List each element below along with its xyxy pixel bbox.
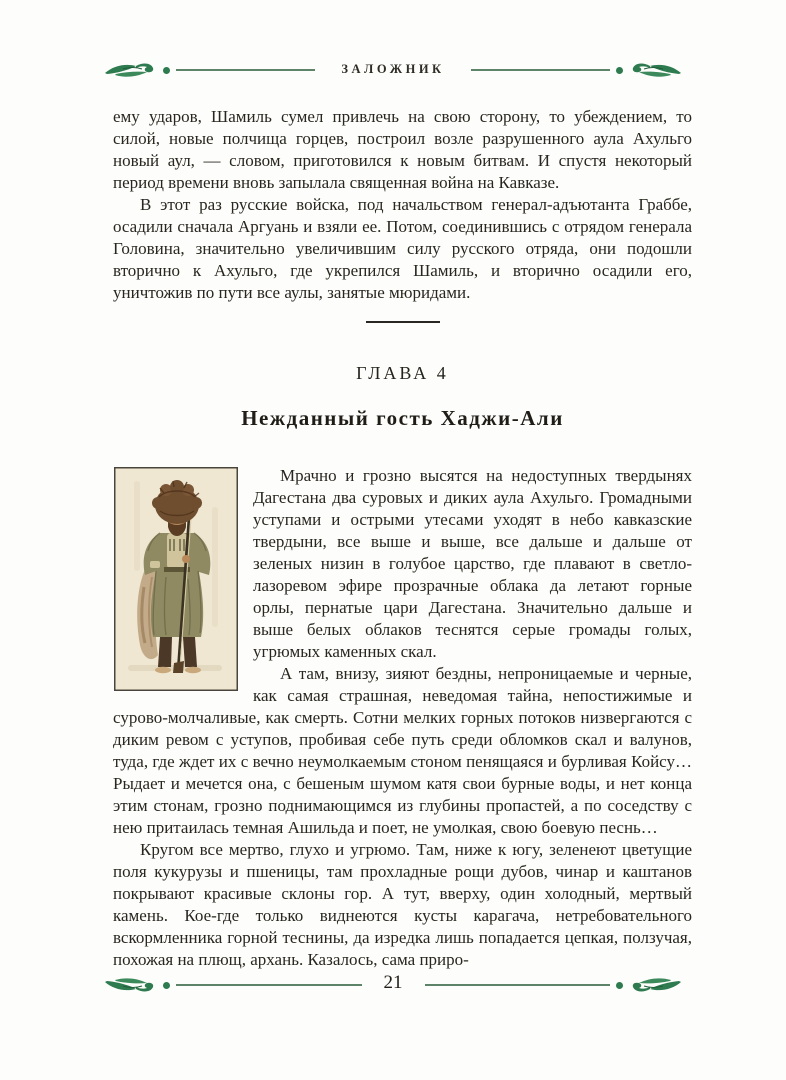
chapter-label: ГЛАВА 4 [356, 363, 449, 383]
highlander-illustration [114, 467, 238, 691]
foot-rule-right [425, 984, 611, 986]
illustration-plate [114, 467, 238, 691]
running-title: ЗАЛОЖНИК [341, 61, 445, 76]
running-head [103, 60, 683, 80]
leaf-flourish-icon [629, 975, 683, 995]
ornament-dot [163, 67, 170, 74]
paragraph: Кругом все мертво, глухо и угрюмо. Там, ниже к югу, зеленеют цветущие поля кукурузы и пшеницы, там прохладные рощи дубов, чинар и каштанов покрывают красивые склоны гор. А тут, вверху, один холодный, мертвый камень. Кое-где только виднеются кусты карагача, нетребовательного вскормленника горной теснины, да изредка лишь попадается цепкая, ползучая, похожая на плющ, архань. Казалось, сама приро- [113, 840, 692, 969]
ornament-dot [616, 67, 623, 74]
page-number: 21 [383, 972, 403, 993]
paragraph: Мрачно и грозно высятся на недоступных твердынях Дагестана два суровых и диких аула Ахульго. Громадными уступами и острыми утесами уходят в небо кавказские твердыни, все выше и выше, все дальше и дальше от зеленых низин в голубое царство, где плавают в светло-лазоревом эфире прозрачные облака да летают горные орлы, пернатые цари Дагестана. Значительно дальше и выше белых облаков теснятся серые громады голых, угрюмых каменных скал. [253, 466, 692, 661]
paragraph: В этот раз русские войска, под начальством генерал-адъютанта Граббе, осадили сначала Аргуань и взяли ее. Потом, соединившись с отрядом генерала Головина, значительно увеличившим силу русского отряда, они подошли вторично к Ахульго, где укрепился Шамиль, и вторично осадили его, уничтожив по пути все аулы, занятые мюридами. [113, 195, 692, 302]
foot-rule-left [176, 984, 362, 986]
leaf-flourish-icon [103, 60, 157, 80]
text-column [113, 106, 692, 971]
section-divider [366, 321, 440, 323]
paragraph: ему ударов, Шамиль сумел привлечь на свою сторону, то убеждением, то силой, новые полчища горцев, построил возле разрушенного аула Ахульго новый аул, — словом, приготовился к новым битвам. И спустя некоторый период времени вновь запылала священная война на Кавказе. [113, 107, 692, 192]
running-foot [103, 974, 683, 996]
chapter-subtitle: Нежданный гость Хаджи-Али [241, 406, 564, 430]
paragraph: А там, внизу, зияют бездны, непроницаемые и черные, как самая страшная, неведомая тайна, непостижимые и сурово-молчаливые, как смерть. Сотни мелких горных потоков низвергаются с диким ревом с уступов, пробивая себе путь среди обломков скал и валунов, туда, где ждет их с вечно неумолкаемым стоном пенящаяся и бурливая Койсу… Рыдает и мечется она, с бешеным шумом катя свои бурные воды, и нет конца этим стонам, грозно поднимающимся из глубины пропастей, а по соседству с нею притаилась темная Ашильда и поет, не умолкая, свою боевую песнь… [113, 664, 692, 837]
ornament-dot [616, 982, 623, 989]
leaf-flourish-icon [103, 975, 157, 995]
chapter-body [113, 465, 692, 971]
head-rule-left [176, 69, 315, 71]
leaf-flourish-icon [629, 60, 683, 80]
ornament-dot [163, 982, 170, 989]
head-rule-right [471, 69, 610, 71]
